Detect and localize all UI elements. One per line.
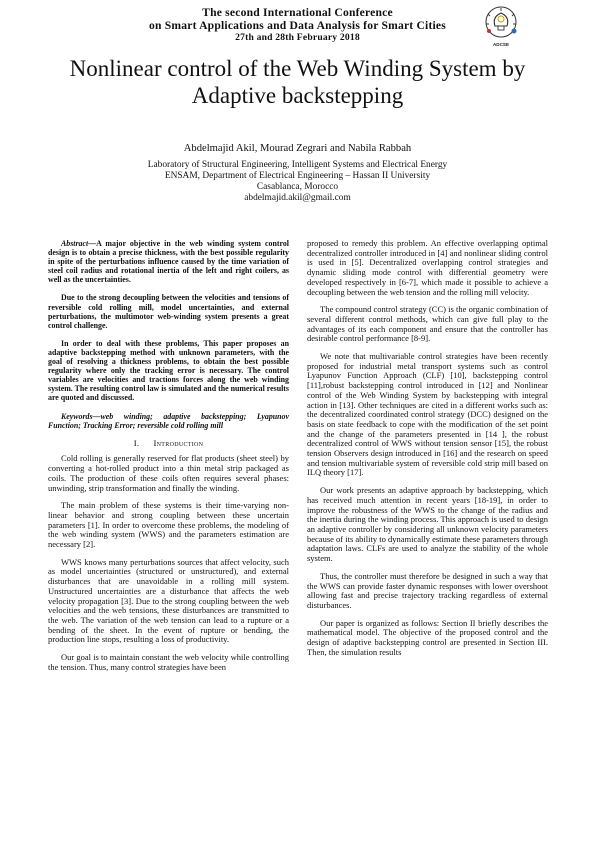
lightbulb-gear-icon [474,4,528,44]
conference-dates: 27th and 28th February 2018 [235,32,360,43]
body-paragraph: We note that multivariable control strategies have been recently proposed for industrial metal transport systems such as control Lyapunov Function Approach (CLF) [10], backstepping control [11],robust backstepping control introduced in [12] and Nonlinear control of the Web Winding System by backstepping with integral action in [13]. Other techniques are cited in a different works such as: the decentralized coordinated control strategy (DCC) designed on the basis on state feedback to cope with the modification of the set point and the change of the parameters presented in [14 ], the robust decentralized control of WWS without tension sensor [15], the robust tension Observers design introduced in [16] and the research on speed and tension multivariable system of reversible cold strip mill based on ILQ theory [17]. [307,351,548,478]
body-paragraph: The compound control strategy (CC) is the organic combination of several different control methods, which can give full play to the advantages of its each component and ensure that the controller has desirable control performance [8-9]. [307,304,548,344]
section-heading-introduction [48,439,289,449]
author-block [60,144,535,204]
affiliation-3: Casablanca, Morocco [256,181,339,192]
section-title: Introduction [153,437,204,448]
conference-line-1: The second International Conference [202,6,393,19]
section-number: I. [133,437,140,448]
body-paragraph: The main problem of these systems is their time-varying non-linear behavior and strong coupling between these uncertain parameters [1]. In order to overcome these problems, the modeling of the web winding system (WWS) and the parameters estimation are necessary [2]. [48,500,289,550]
keywords-label: Keywords— [61,411,101,421]
affiliation-2: ENSAM, Department of Electrical Engineering – Hassan II University [164,170,431,181]
left-column [48,239,289,680]
right-column [307,239,548,665]
body-paragraph: WWS knows many perturbations sources that affect velocity, such as model uncertainties (structured or unstructured), and external disturbances that are unavoidable in a rolling mill system. Unstructured uncertainties are a disturbance that affects the web velocity propagation [3]. Due to the strong coupling between the web velocities and the web tensions, these disturbances are transmitted to the web. The variation of the web tension can lead to a rupture or a bending of the sheet. In the event of rupture or bending, the production line stops, resulting a loss of productivity. [48,556,289,645]
keywords-text: web winding; adaptive backstepping; Lyapunov Function; Tracking Error; reversible cold rolling mill [48,411,289,430]
abstract-label: Abstract [61,239,89,248]
abstract-paragraph-2: Due to the strong decoupling between the velocities and tensions of reversible cold rolling mill, model uncertainties, and external perturbations, the multimotor web-winding system presents a great control challenge. [48,293,289,330]
body-paragraph-continued: proposed to remedy this problem. An effective overlapping optimal decentralized controller introduced in [4] and nonlinear sliding control is used in [5]. Decentralized overlapping control strategies and dynamic sliding mode control with differential geometry were developed respectively in [6-7], which made it possible to achieve a decoupling between the web tension and the rolling mill velocity. [307,238,548,297]
affiliation-1: Laboratory of Structural Engineering, Intelligent Systems and Electrical Energy [147,159,448,170]
author-email: abdelmajid.akil@gmail.com [244,192,351,203]
abstract-paragraph-3: In order to deal with these problems, This paper proposes an adaptive backstepping method with unknown parameters, with the goal of resolving a thickness problems, to obtain the best possible regularity where only the tracking error is necessary. The control variables are velocities and tractions forces along the web winding system. The resulting control law is simulated and the numerical results are quoted and discussed. [48,338,289,403]
body-paragraph: Our paper is organized as follows: Section II briefly describes the mathematical model. The objective of the proposed control and the design of adaptive backstepping control are presented in Section III. Then, the simulation results [307,617,548,657]
keywords [48,412,289,430]
abstract [48,239,289,430]
paper-title: Nonlinear control of the Web Winding System by Adaptive backstepping [69,56,526,108]
authors: Abdelmajid Akil, Mourad Zegrari and Nabila Rabbah [183,143,412,154]
logo-text: ADCSE [492,42,510,47]
body-paragraph: Our work presents an adaptive approach by backstepping, which has received much attention in recent years [18-19], in order to improve the robustness of the WWS to the change of the radius and the inertia during the winding process. This approach is used to design an adaptive controller by considering all unknown velocity parameters because of its ability to dynamically estimate these parameters through adaptation laws. CLFs are used to analyze the stability of the whole system. [307,485,548,564]
abstract-paragraph-1 [48,239,289,284]
body-paragraph: Cold rolling is generally reserved for flat products (sheet steel) by converting a hot-rolled product into a thin metal strip packaged as coils. The production of these coils often requires several phases: unwinding, strip transformation and finally the winding. [48,453,289,493]
conference-line-2: on Smart Applications and Data Analysis for Smart Cities [149,19,446,32]
body-paragraph: Our goal is to maintain constant the web velocity while controlling the tension. Thus, many control strategies have been [48,652,289,672]
body-paragraph: Thus, the controller must therefore be designed in such a way that the WWS can provide faster dynamic responses with lower overshoot allowing fast and precise trajectory tracking regardless of external disturbances. [307,570,548,610]
abstract-text-1: —A major objective in the web winding system control design is to obtain a precise thickness, with the best possible regularity in spite of the perturbations influence caused by the time variation of steel coil radius and rotational inertia of the left and right coilers, as well as the uncertainties. [48,239,289,285]
conference-logo [474,4,528,52]
